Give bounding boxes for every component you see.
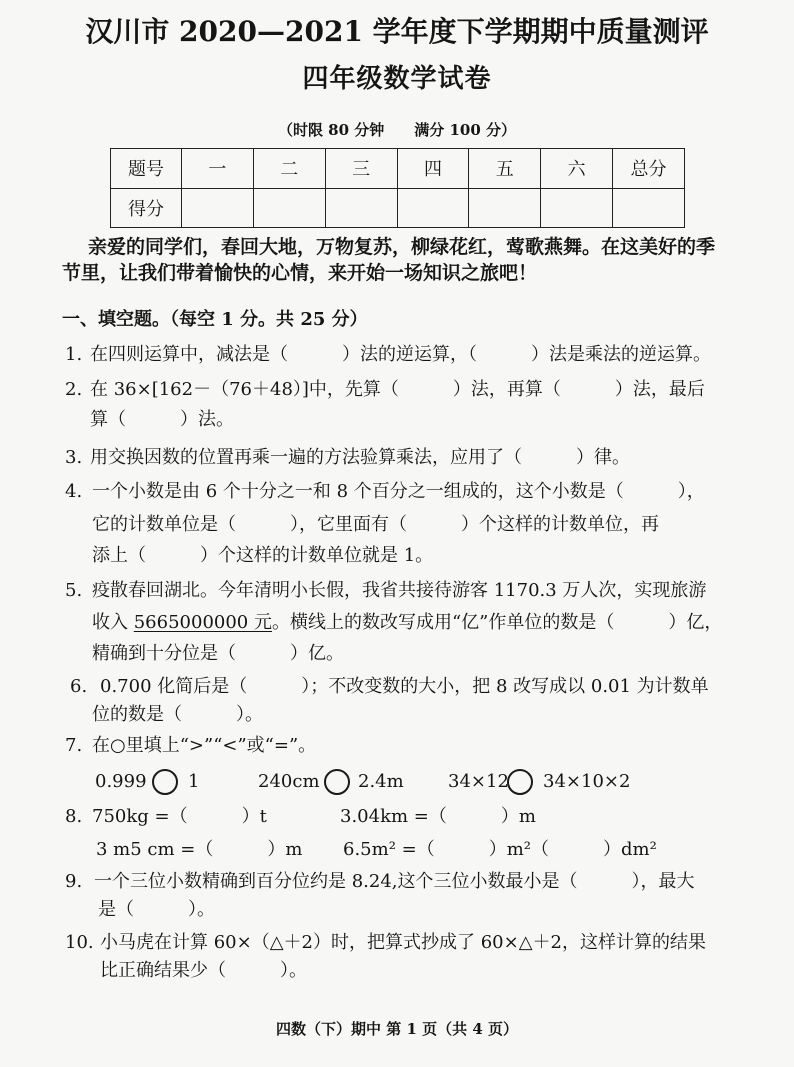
exam-title: 汉川市 2020—2021 学年度下学期期中质量测评 [85,15,709,48]
score-table-score-label: 得分 [111,188,182,228]
exam-subtitle: 四年级数学试卷 [302,64,492,94]
question-number: 1. [65,344,83,365]
question-text: 一个小数是由 6 个十分之一和 8 个百分之一组成的，这个小数是（ ）， [92,481,705,502]
compare-circle-icon [152,769,178,795]
score-cell [325,188,397,228]
unit-conversion: 3.04km =（ ）m [340,806,536,827]
question-text: 精确到十分位是（ ）亿。 [92,643,344,664]
score-cell [253,188,325,228]
score-table-score-row [111,188,685,228]
question-text: 。横线上的数改写成用“亿”作单位的数是（ ）亿， [271,612,723,633]
unit-conversion: 3 m5 cm =（ ）m [96,839,303,860]
question-text: 添上（ ）个这样的计数单位就是 1。 [92,545,434,566]
question-text: 位的数是（ ）。 [92,704,263,725]
score-table-header-cell: 五 [469,149,541,189]
score-table-header-cell: 二 [253,149,325,189]
score-table-header-label: 题号 [111,149,182,189]
question-text: 0.700 化简后是（ ）；不改变数的大小，把 8 改写成以 0.01 为计数单 [100,676,709,697]
comparison-left: 0.999 [95,771,147,792]
comparison-right: 1 [188,771,200,792]
question-number: 4. [65,481,83,502]
question-text: 用交换因数的位置再乘一遍的方法验算乘法，应用了（ ）律。 [90,447,630,468]
score-table-header-cell: 四 [397,149,469,189]
score-cell [541,188,613,228]
section-heading: 一、填空题。（每空 1 分。共 25 分） [62,309,368,330]
comparison-left: 240cm [258,771,320,792]
question-number: 7. [65,735,83,756]
score-table-header-cell: 六 [541,149,613,189]
question-number: 9. [65,871,83,892]
question-number: 6. [70,676,88,697]
question-text: 小马虎在计算 60×（△＋2）时，把算式抄成了 60×△＋2，这样计算的结果 [100,932,707,953]
question-text: 是（ ）。 [98,899,215,920]
question-text: 比正确结果少（ ）。 [100,960,307,981]
score-table-header-cell: 三 [325,149,397,189]
question-text: 一个三位小数精确到百分位约是 8.24,这个三位小数最小是（ ），最大 [94,871,695,892]
question-text: 在四则运算中，减法是（ ）法的逆运算，（ ）法是乘法的逆运算。 [90,344,711,365]
page-footer: 四数（下）期中 第 1 页（共 4 页） [276,1020,518,1038]
score-table-header-total: 总分 [613,149,685,189]
comparison-right: 2.4m [358,771,404,792]
question-text: 收入 [92,612,134,633]
question-number: 5. [65,580,83,601]
intro-line-1: 亲爱的同学们，春回大地，万物复苏，柳绿花红，莺歌燕舞。在这美好的季 [88,236,716,258]
question-number: 10. [65,932,94,953]
question-text: 疫散春回湖北。今年清明小长假，我省共接待游客 1170.3 万人次，实现旅游 [92,580,707,601]
score-table-header-row [111,149,685,189]
question-text: 在 36×[162－（76＋48）]中，先算（ ）法，再算（ ）法，最后 [90,379,705,400]
comparison-left: 34×12 [448,771,509,792]
question-text: 在○里填上“>”“<”或“=”。 [92,735,317,756]
question-number: 2. [65,379,83,400]
question-text: 它的计数单位是（ ），它里面有（ ）个这样的计数单位，再 [92,514,659,535]
underlined-amount: 5665000000 元 [133,612,272,633]
question-text: 算（ ）法。 [90,409,234,430]
score-cell [469,188,541,228]
unit-conversion: 6.5m² =（ ）m²（ ）dm² [343,839,657,860]
score-cell [397,188,469,228]
compare-circle-icon [507,769,533,795]
compare-circle-icon [324,769,350,795]
question-number: 8. [65,806,83,827]
intro-line-2: 节里，让我们带着愉快的心情，来开始一场知识之旅吧！ [62,262,538,284]
score-table [110,148,685,228]
comparison-right: 34×10×2 [543,771,631,792]
score-table-header-cell: 一 [182,149,254,189]
unit-conversion: 750kg =（ ）t [92,806,267,827]
time-limit-info: （时限 80 分钟 满分 100 分） [277,121,517,139]
score-cell [182,188,254,228]
question-text-line [92,611,722,635]
question-number: 3. [65,447,83,468]
score-cell-total [613,188,685,228]
